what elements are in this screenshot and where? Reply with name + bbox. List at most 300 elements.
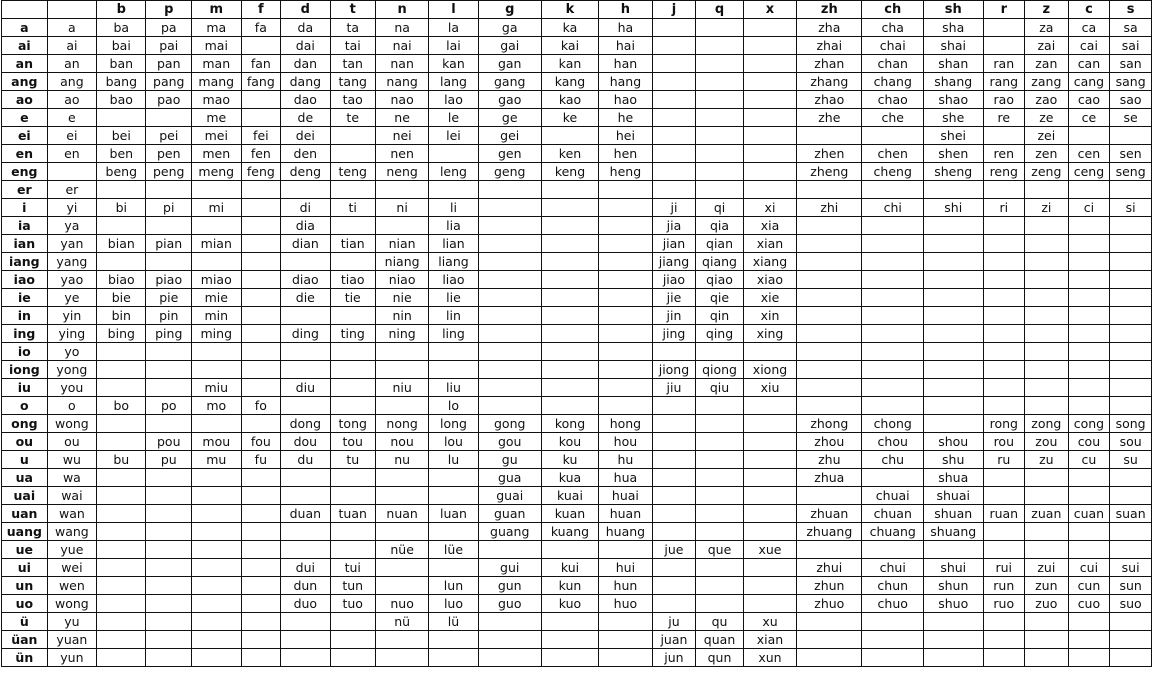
syllable-cell [375, 631, 428, 649]
syllable-cell: he [599, 109, 653, 127]
syllable-cell: yun [47, 649, 96, 667]
syllable-cell [862, 379, 923, 397]
syllable-cell [743, 451, 796, 469]
syllable-cell: chuai [862, 487, 923, 505]
syllable-cell: se [1110, 109, 1152, 127]
syllable-cell [241, 271, 281, 289]
syllable-cell [478, 217, 541, 235]
syllable-cell [1025, 343, 1069, 361]
syllable-cell: ding [281, 325, 330, 343]
syllable-cell [1068, 523, 1110, 541]
syllable-cell: pen [146, 145, 192, 163]
syllable-cell [97, 253, 146, 271]
syllable-cell: pang [146, 73, 192, 91]
syllable-cell [330, 469, 375, 487]
table-row [2, 397, 1152, 415]
table-row [2, 235, 1152, 253]
syllable-cell: pu [146, 451, 192, 469]
syllable-cell: shun [923, 577, 983, 595]
syllable-cell [983, 217, 1025, 235]
syllable-cell [983, 19, 1025, 37]
syllable-cell: long [429, 415, 478, 433]
syllable-cell [97, 415, 146, 433]
syllable-cell: ti [330, 199, 375, 217]
syllable-cell [478, 325, 541, 343]
syllable-cell [797, 181, 862, 199]
syllable-cell [1025, 613, 1069, 631]
syllable-cell: wang [47, 523, 96, 541]
syllable-cell: qiang [696, 253, 744, 271]
syllable-cell: rong [983, 415, 1025, 433]
syllable-cell: gen [478, 145, 541, 163]
syllable-cell [192, 181, 242, 199]
syllable-cell: kou [541, 433, 598, 451]
syllable-cell [192, 577, 242, 595]
syllable-cell [429, 181, 478, 199]
syllable-cell [478, 361, 541, 379]
syllable-cell [862, 181, 923, 199]
final-cell: er [2, 181, 48, 199]
syllable-cell: lou [429, 433, 478, 451]
syllable-cell [146, 379, 192, 397]
syllable-cell: sou [1110, 433, 1152, 451]
syllable-cell [1110, 361, 1152, 379]
syllable-cell: shu [923, 451, 983, 469]
final-cell: ua [2, 469, 48, 487]
initial-header-cell: s [1110, 1, 1152, 19]
syllable-cell: shi [923, 199, 983, 217]
syllable-cell [797, 325, 862, 343]
table-row [2, 325, 1152, 343]
table-row [2, 109, 1152, 127]
syllable-cell [1110, 523, 1152, 541]
syllable-cell: mei [192, 127, 242, 145]
syllable-cell [241, 37, 281, 55]
syllable-cell: cen [1068, 145, 1110, 163]
syllable-cell: bi [97, 199, 146, 217]
syllable-cell: bo [97, 397, 146, 415]
syllable-cell [1110, 181, 1152, 199]
syllable-cell: zhe [797, 109, 862, 127]
syllable-cell: pi [146, 199, 192, 217]
syllable-cell [281, 307, 330, 325]
syllable-cell [983, 469, 1025, 487]
syllable-cell: feng [241, 163, 281, 181]
syllable-cell: yue [47, 541, 96, 559]
syllable-cell: ge [478, 109, 541, 127]
initial-header-cell: ch [862, 1, 923, 19]
syllable-cell [281, 541, 330, 559]
syllable-cell [281, 649, 330, 667]
syllable-cell [429, 469, 478, 487]
syllable-cell: nüe [375, 541, 428, 559]
syllable-cell [541, 127, 598, 145]
syllable-cell [652, 559, 696, 577]
syllable-cell: jing [652, 325, 696, 343]
syllable-cell [97, 577, 146, 595]
syllable-cell [478, 649, 541, 667]
syllable-cell: wei [47, 559, 96, 577]
syllable-cell [1025, 523, 1069, 541]
syllable-cell [797, 217, 862, 235]
syllable-cell [1025, 487, 1069, 505]
syllable-cell: hui [599, 559, 653, 577]
syllable-cell [330, 541, 375, 559]
syllable-cell: bu [97, 451, 146, 469]
syllable-cell: kan [541, 55, 598, 73]
syllable-cell: yin [47, 307, 96, 325]
syllable-cell [429, 523, 478, 541]
syllable-cell: mian [192, 235, 242, 253]
syllable-cell: ren [983, 145, 1025, 163]
syllable-cell [599, 541, 653, 559]
syllable-cell [281, 613, 330, 631]
syllable-cell: tan [330, 55, 375, 73]
syllable-cell [146, 217, 192, 235]
syllable-cell: po [146, 397, 192, 415]
syllable-cell [192, 217, 242, 235]
syllable-cell [983, 289, 1025, 307]
syllable-cell: sang [1110, 73, 1152, 91]
syllable-cell: huo [599, 595, 653, 613]
syllable-cell [983, 325, 1025, 343]
syllable-cell: sen [1110, 145, 1152, 163]
syllable-cell [429, 343, 478, 361]
syllable-cell [330, 307, 375, 325]
syllable-cell [478, 199, 541, 217]
syllable-cell: fan [241, 55, 281, 73]
final-cell: ei [2, 127, 48, 145]
syllable-cell [599, 361, 653, 379]
syllable-cell: meng [192, 163, 242, 181]
syllable-cell [1068, 307, 1110, 325]
syllable-cell [241, 361, 281, 379]
table-row [2, 145, 1152, 163]
table-row [2, 487, 1152, 505]
syllable-cell [192, 613, 242, 631]
syllable-cell: zhong [797, 415, 862, 433]
syllable-cell: kuai [541, 487, 598, 505]
syllable-cell: ke [541, 109, 598, 127]
syllable-cell [983, 631, 1025, 649]
syllable-cell [192, 415, 242, 433]
syllable-cell: suo [1110, 595, 1152, 613]
syllable-cell [478, 613, 541, 631]
syllable-cell [241, 415, 281, 433]
syllable-cell: cheng [862, 163, 923, 181]
syllable-cell: deng [281, 163, 330, 181]
syllable-cell: pai [146, 37, 192, 55]
syllable-cell [330, 397, 375, 415]
syllable-cell: hei [599, 127, 653, 145]
syllable-cell [1068, 631, 1110, 649]
syllable-cell: kuan [541, 505, 598, 523]
initial-header-cell: h [599, 1, 653, 19]
syllable-cell: yan [47, 235, 96, 253]
syllable-cell [375, 559, 428, 577]
syllable-cell: e [47, 109, 96, 127]
syllable-cell [146, 469, 192, 487]
syllable-cell: wen [47, 577, 96, 595]
syllable-cell: gao [478, 91, 541, 109]
syllable-cell: zhi [797, 199, 862, 217]
syllable-cell: wu [47, 451, 96, 469]
syllable-cell [599, 379, 653, 397]
syllable-cell: dang [281, 73, 330, 91]
syllable-cell: gan [478, 55, 541, 73]
syllable-cell [146, 361, 192, 379]
syllable-cell [375, 217, 428, 235]
syllable-cell [241, 307, 281, 325]
syllable-cell: du [281, 451, 330, 469]
syllable-cell: zu [1025, 451, 1069, 469]
syllable-cell: nong [375, 415, 428, 433]
syllable-cell [429, 361, 478, 379]
final-cell: ia [2, 217, 48, 235]
syllable-cell: tou [330, 433, 375, 451]
syllable-cell: tuan [330, 505, 375, 523]
syllable-cell: ze [1025, 109, 1069, 127]
syllable-cell [281, 181, 330, 199]
syllable-cell [696, 127, 744, 145]
syllable-cell: ying [47, 325, 96, 343]
syllable-cell: qun [696, 649, 744, 667]
syllable-cell: ca [1068, 19, 1110, 37]
syllable-cell: guai [478, 487, 541, 505]
syllable-cell: ju [652, 613, 696, 631]
syllable-cell [1110, 217, 1152, 235]
syllable-cell [743, 181, 796, 199]
syllable-cell [1025, 289, 1069, 307]
syllable-cell: zhui [797, 559, 862, 577]
syllable-cell [652, 595, 696, 613]
syllable-cell [241, 217, 281, 235]
syllable-cell: zhang [797, 73, 862, 91]
initial-header-cell: n [375, 1, 428, 19]
syllable-cell [599, 289, 653, 307]
syllable-cell: sai [1110, 37, 1152, 55]
syllable-cell [330, 361, 375, 379]
syllable-cell [743, 109, 796, 127]
initial-header-cell: x [743, 1, 796, 19]
syllable-cell: qu [696, 613, 744, 631]
syllable-cell: shou [923, 433, 983, 451]
syllable-cell: en [47, 145, 96, 163]
initial-header-cell: q [696, 1, 744, 19]
syllable-cell [1068, 325, 1110, 343]
table-row [2, 217, 1152, 235]
syllable-cell: jun [652, 649, 696, 667]
syllable-cell: chuang [862, 523, 923, 541]
syllable-cell: ji [652, 199, 696, 217]
syllable-cell [983, 649, 1025, 667]
syllable-cell: ben [97, 145, 146, 163]
table-row [2, 577, 1152, 595]
syllable-cell: gua [478, 469, 541, 487]
syllable-cell: reng [983, 163, 1025, 181]
final-cell: iao [2, 271, 48, 289]
initial-header-cell: sh [923, 1, 983, 19]
syllable-cell: zui [1025, 559, 1069, 577]
final-cell: ang [2, 73, 48, 91]
syllable-cell: gou [478, 433, 541, 451]
syllable-cell [652, 163, 696, 181]
syllable-cell: ga [478, 19, 541, 37]
syllable-cell [743, 343, 796, 361]
syllable-cell [375, 487, 428, 505]
syllable-cell: quan [696, 631, 744, 649]
syllable-cell: cui [1068, 559, 1110, 577]
syllable-cell [330, 127, 375, 145]
syllable-cell: chai [862, 37, 923, 55]
syllable-cell [541, 613, 598, 631]
syllable-cell [330, 487, 375, 505]
syllable-cell: nan [375, 55, 428, 73]
syllable-cell: sha [923, 19, 983, 37]
syllable-cell: shai [923, 37, 983, 55]
syllable-cell [146, 541, 192, 559]
final-cell: ue [2, 541, 48, 559]
syllable-cell [862, 235, 923, 253]
syllable-cell: hong [599, 415, 653, 433]
syllable-cell [743, 469, 796, 487]
final-cell: ian [2, 235, 48, 253]
syllable-cell [146, 505, 192, 523]
syllable-cell: yuan [47, 631, 96, 649]
syllable-cell: za [1025, 19, 1069, 37]
final-cell: in [2, 307, 48, 325]
syllable-cell [330, 379, 375, 397]
syllable-cell [375, 343, 428, 361]
syllable-cell: suan [1110, 505, 1152, 523]
syllable-cell: cong [1068, 415, 1110, 433]
syllable-cell [146, 649, 192, 667]
syllable-cell: zhai [797, 37, 862, 55]
syllable-cell [478, 307, 541, 325]
syllable-cell [429, 145, 478, 163]
syllable-cell: di [281, 199, 330, 217]
syllable-cell: mou [192, 433, 242, 451]
syllable-cell [478, 289, 541, 307]
syllable-cell [1068, 343, 1110, 361]
syllable-cell: dei [281, 127, 330, 145]
syllable-cell: cha [862, 19, 923, 37]
syllable-cell [923, 307, 983, 325]
syllable-cell [281, 631, 330, 649]
syllable-cell [599, 199, 653, 217]
syllable-cell: nang [375, 73, 428, 91]
syllable-cell [743, 433, 796, 451]
syllable-cell [478, 631, 541, 649]
syllable-cell: zou [1025, 433, 1069, 451]
syllable-cell: le [429, 109, 478, 127]
syllable-cell: lang [429, 73, 478, 91]
syllable-cell: wong [47, 415, 96, 433]
syllable-cell [983, 271, 1025, 289]
syllable-cell [696, 451, 744, 469]
syllable-cell [599, 343, 653, 361]
syllable-cell [862, 631, 923, 649]
syllable-cell [541, 343, 598, 361]
syllable-cell [241, 649, 281, 667]
syllable-cell: fo [241, 397, 281, 415]
syllable-cell [281, 253, 330, 271]
syllable-cell [923, 253, 983, 271]
syllable-cell [923, 649, 983, 667]
syllable-cell: bie [97, 289, 146, 307]
syllable-cell: lie [429, 289, 478, 307]
syllable-cell [696, 487, 744, 505]
syllable-cell: zun [1025, 577, 1069, 595]
syllable-cell [862, 253, 923, 271]
syllable-cell [983, 487, 1025, 505]
syllable-cell: si [1110, 199, 1152, 217]
syllable-cell [923, 541, 983, 559]
table-row [2, 559, 1152, 577]
syllable-cell [1110, 379, 1152, 397]
syllable-cell: ku [541, 451, 598, 469]
syllable-cell [696, 415, 744, 433]
syllable-cell [241, 487, 281, 505]
syllable-cell: lü [429, 613, 478, 631]
table-row [2, 379, 1152, 397]
syllable-cell: xin [743, 307, 796, 325]
syllable-cell: zhuan [797, 505, 862, 523]
syllable-cell: sheng [923, 163, 983, 181]
syllable-cell: shui [923, 559, 983, 577]
syllable-cell [797, 289, 862, 307]
syllable-cell [192, 505, 242, 523]
syllable-cell [541, 289, 598, 307]
syllable-cell [1068, 271, 1110, 289]
syllable-cell: zi [1025, 199, 1069, 217]
pinyin-chart [1, 0, 1152, 667]
syllable-cell: lian [429, 235, 478, 253]
syllable-cell [1068, 235, 1110, 253]
syllable-cell: tong [330, 415, 375, 433]
syllable-cell: xun [743, 649, 796, 667]
syllable-cell: gu [478, 451, 541, 469]
syllable-cell: yang [47, 253, 96, 271]
syllable-cell [862, 541, 923, 559]
syllable-cell [1025, 271, 1069, 289]
final-cell: un [2, 577, 48, 595]
final-cell: ie [2, 289, 48, 307]
syllable-cell [923, 325, 983, 343]
syllable-cell: bing [97, 325, 146, 343]
syllable-cell [696, 469, 744, 487]
syllable-cell [375, 649, 428, 667]
syllable-cell [797, 397, 862, 415]
syllable-cell: dui [281, 559, 330, 577]
syllable-cell [1025, 307, 1069, 325]
syllable-cell: bang [97, 73, 146, 91]
syllable-cell [1110, 127, 1152, 145]
syllable-cell [983, 181, 1025, 199]
syllable-cell: zeng [1025, 163, 1069, 181]
syllable-cell [97, 505, 146, 523]
syllable-cell: ning [375, 325, 428, 343]
syllable-cell [241, 199, 281, 217]
syllable-cell [146, 577, 192, 595]
syllable-cell: guang [478, 523, 541, 541]
syllable-cell: xian [743, 631, 796, 649]
initial-header-cell: k [541, 1, 598, 19]
syllable-cell: gui [478, 559, 541, 577]
syllable-cell: man [192, 55, 242, 73]
syllable-cell: qiao [696, 271, 744, 289]
table-row [2, 343, 1152, 361]
